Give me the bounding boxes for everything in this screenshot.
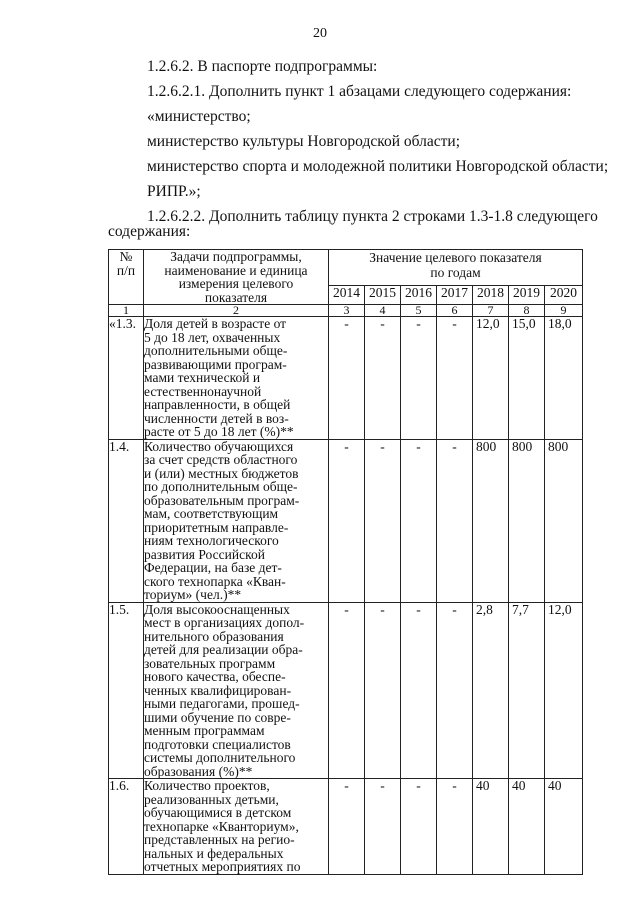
header-values-line: Значение целевого показателя [369,250,542,265]
indicator-text-line: нового качества, обеспе- [144,669,286,684]
indicator-text-line: естественнонаучной [144,383,262,399]
indicator-text-line: по дополнительным обще- [144,479,298,494]
year-2018: 2018 [473,286,509,305]
row-value: - [329,779,365,875]
table-row [109,439,583,602]
year-2017: 2017 [437,286,473,305]
row-value: 7,7 [509,602,545,779]
indicator-text-line: детей для реализации обра- [144,642,303,657]
paragraph-passport: 1.2.6.2. В паспорте подпрограммы: [147,58,378,75]
row-number: 1.5. [109,602,144,779]
row-value: 12,0 [545,602,583,779]
indicator-text-line: Количество проектов, [144,778,270,793]
column-numbers-row [109,305,583,317]
indicator-text-line: и (или) местных бюджетов [144,465,299,481]
row-value: - [365,779,401,875]
column-number: 9 [545,305,583,317]
indicator-text-line: Количество обучающихся [144,439,294,454]
table-row [109,317,583,440]
column-number: 3 [329,305,365,317]
indicator-text-line: дополнительными обще- [144,343,288,358]
row-value: - [365,602,401,779]
header-values-line: по годам [430,265,481,280]
row-value: 800 [509,439,545,602]
row-value: - [365,439,401,602]
header-number-line: № [119,249,133,264]
column-number: 5 [401,305,437,317]
table-header-row [109,250,583,286]
indicator-text-line: развивающими програм- [144,356,287,372]
year-2015: 2015 [365,286,401,305]
paragraph-content: содержания: [108,223,191,240]
year-2019: 2019 [509,286,545,305]
indicator-text-line: мам, соответствующим [144,506,279,521]
indicator-text-line: расте от 5 до 18 лет (%)** [144,424,294,439]
indicator-text-line: представленных на регио- [144,832,295,847]
indicator-text-line: Доля высокооснащенных [144,602,290,617]
indicator-text-line: мест в организациях допол- [144,615,305,630]
paragraph-ministry: «министерство; [147,108,251,125]
indicator-text-line: приоритетным направле- [144,519,289,535]
row-value: - [437,602,473,779]
indicator-text-line: численности детей в воз- [144,410,289,426]
header-task [144,250,329,305]
indicator-text-line: технопарке «Кванториум», [144,818,299,834]
row-value: - [329,317,365,440]
row-indicator-text [144,439,329,602]
row-value: - [437,439,473,602]
row-indicator-text [144,317,329,440]
column-number: 6 [437,305,473,317]
indicator-text-line: развития Российской [144,546,265,562]
indicator-text-line: образовательным програм- [144,492,300,508]
paragraph-add-table-rows: 1.2.6.2.2. Дополнить таблицу пункта 2 строками 1.3-1.8 следующего [147,208,598,225]
year-2020: 2020 [545,286,583,305]
column-number: 1 [109,305,144,317]
row-value: - [401,439,437,602]
paragraph-ministry-culture: министерство культуры Новгородской области; [147,133,461,150]
indicator-text-line: шими обучение по совре- [144,709,291,725]
table-row [109,602,583,779]
indicator-text-line: обучающимися в детском [144,805,292,820]
row-number: 1.6. [109,779,144,875]
indicator-text-line: ториум» (чел.)** [144,587,242,602]
row-value: - [437,317,473,440]
indicator-text-line: системы дополнительного [144,750,296,765]
indicator-text-line: нальных и федеральных [144,845,284,861]
column-number: 2 [144,305,329,317]
row-indicator-text [144,779,329,875]
header-task-line: наименование и единица [164,262,308,278]
row-value: - [401,602,437,779]
indicator-text-line: реализованных детьми, [144,791,279,807]
row-value: 40 [545,779,583,875]
paragraph-ripr: РИПР.»; [147,183,201,200]
table-body [109,317,583,875]
paragraph-ministry-sport: министерство спорта и молодежной политики Новгородской области; [147,158,609,175]
indicator-text-line: Доля детей в возрасте от [144,316,287,331]
header-number [109,250,144,305]
row-value: - [365,317,401,440]
row-number: «1.3. [109,317,144,440]
header-task-line: измерения целевого [178,276,294,291]
page-number: 20 [313,26,327,41]
row-value: 18,0 [545,317,583,440]
row-value: 40 [473,779,509,875]
indicator-text-line: ского технопарка «Кван- [144,573,286,589]
header-task-line: Задачи подпрограммы, [170,249,302,264]
indicator-text-line: ными педагогами, прошед- [144,696,300,711]
header-task-line: показателя [204,289,268,305]
row-value: - [437,779,473,875]
row-value: 800 [473,439,509,602]
row-value: 15,0 [509,317,545,440]
column-number: 7 [473,305,509,317]
indicator-text-line: ченных квалифицирован- [144,682,292,698]
indicator-text-line: Федерации, на базе дет- [144,560,282,575]
indicator-text-line: подготовки специалистов [144,736,291,752]
indicator-text-line: за счет средств областного [144,452,298,467]
row-value: - [329,602,365,779]
year-2016: 2016 [401,286,437,305]
indicator-text-line: отчетных мероприятиях по [144,859,301,874]
table-row [109,779,583,875]
indicator-text-line: зовательных программ [144,655,276,671]
indicators-table [108,249,583,875]
row-number: 1.4. [109,439,144,602]
year-2014: 2014 [329,286,365,305]
indicator-text-line: менным программам [144,723,265,738]
row-value: 800 [545,439,583,602]
indicator-text-line: нительного образования [144,628,284,644]
row-value: - [401,317,437,440]
column-number: 8 [509,305,545,317]
row-value: - [401,779,437,875]
row-indicator-text [144,602,329,779]
header-values [329,250,583,286]
row-value: 12,0 [473,317,509,440]
row-value: - [329,439,365,602]
row-value: 40 [509,779,545,875]
indicator-text-line: образования (%)** [144,763,253,779]
header-number-line: п/п [116,262,136,278]
column-number: 4 [365,305,401,317]
indicator-text-line: ниям технологического [144,533,279,548]
paragraph-add-point-1: 1.2.6.2.1. Дополнить пункт 1 абзацами следующего содержания: [147,83,572,100]
indicator-text-line: 5 до 18 лет, охваченных [144,329,281,345]
indicator-text-line: мами технической и [144,370,261,385]
row-value: 2,8 [473,602,509,779]
indicator-text-line: направленности, в общей [144,397,291,412]
